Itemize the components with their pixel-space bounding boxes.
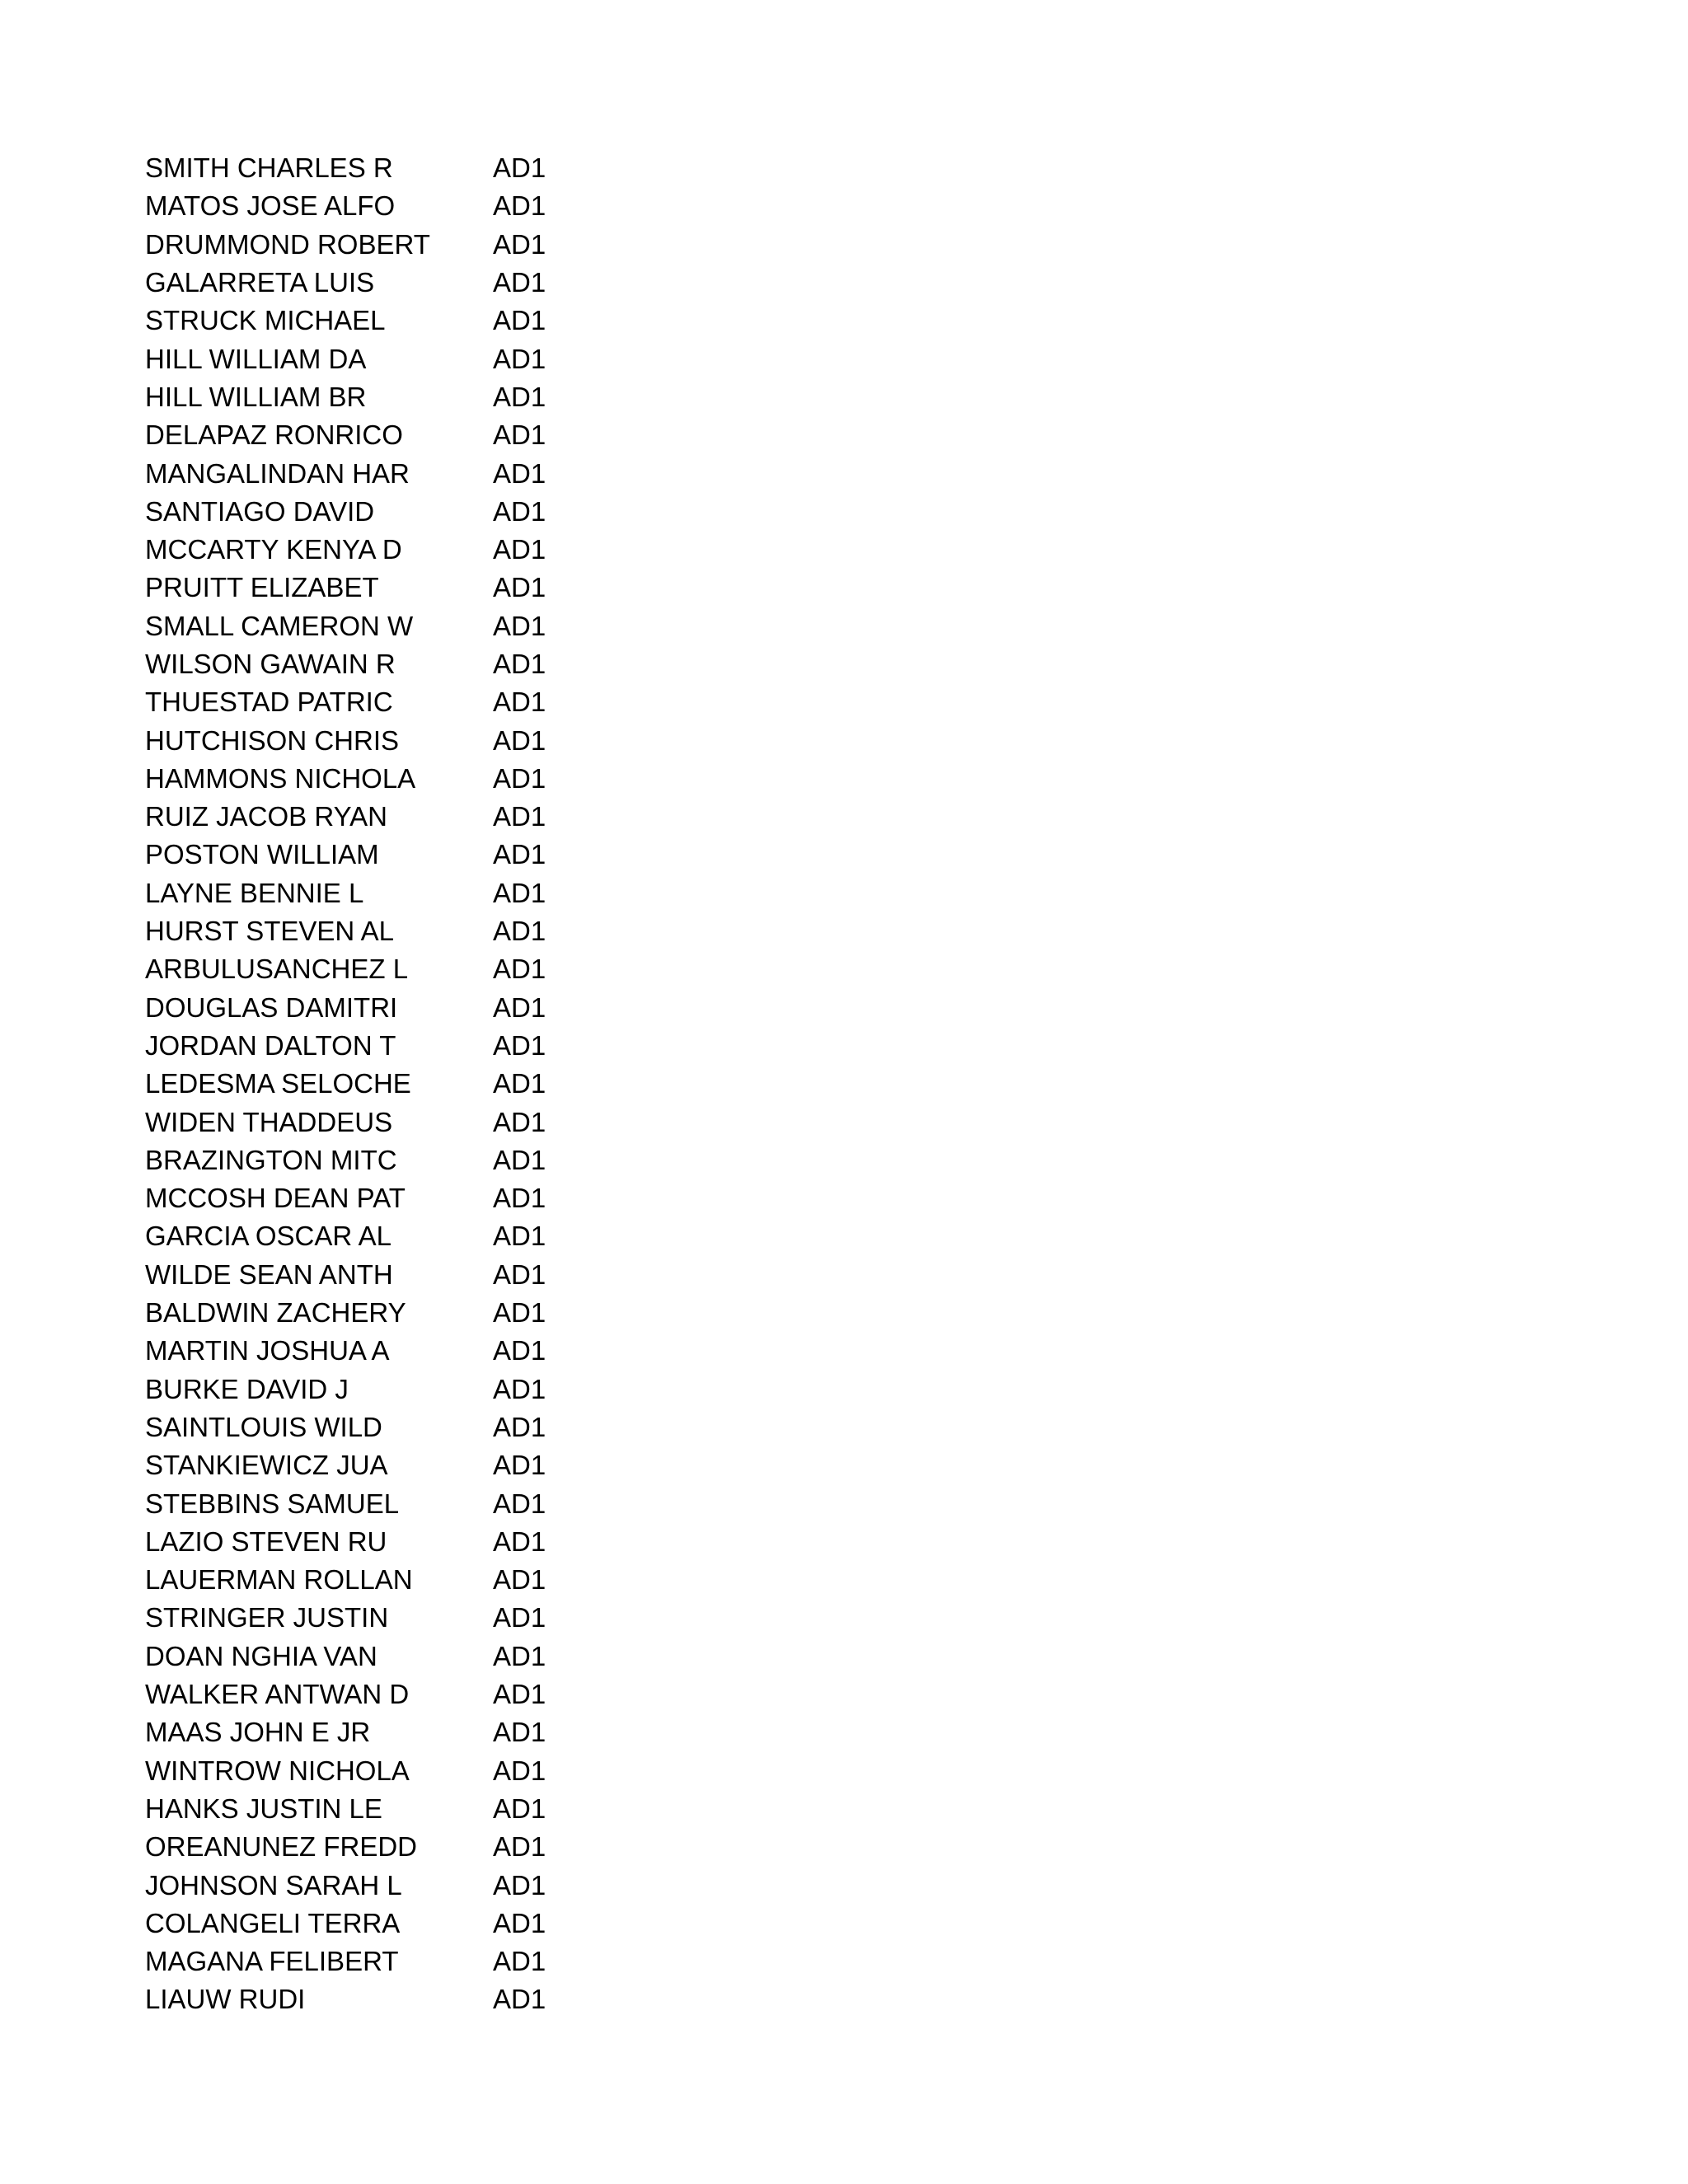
list-row: [145, 1751, 640, 1789]
row-code: AD1: [493, 343, 546, 374]
row-name: STANKIEWICZ JUA: [145, 1450, 388, 1481]
row-code: AD1: [493, 1221, 546, 1252]
row-code: AD1: [493, 1831, 546, 1863]
row-code: AD1: [493, 1869, 546, 1900]
row-name: HAMMONS NICHOLA: [145, 762, 416, 794]
row-name: LAYNE BENNIE L: [145, 877, 364, 908]
row-code: AD1: [493, 1335, 546, 1366]
list-row: [145, 645, 640, 683]
list-row: [145, 1790, 640, 1828]
row-code: AD1: [493, 495, 546, 527]
row-name: STEBBINS SAMUEL: [145, 1488, 400, 1519]
list-row: [145, 1027, 640, 1065]
row-code: AD1: [493, 649, 546, 679]
row-name: LIAUW RUDI: [145, 1984, 306, 2015]
list-row: [145, 1332, 640, 1370]
row-code: AD1: [493, 877, 546, 908]
list-row: [145, 1828, 640, 1866]
row-name: MARTIN JOSHUA A: [145, 1335, 390, 1366]
row-code: AD1: [493, 152, 546, 184]
row-code: AD1: [493, 954, 546, 985]
list-row: [145, 187, 640, 225]
row-name: WILSON GAWAIN R: [145, 649, 396, 679]
row-name: OREANUNEZ FREDD: [145, 1831, 418, 1863]
row-name: SAINTLOUIS WILD: [145, 1411, 382, 1442]
row-name: HILL WILLIAM DA: [145, 343, 367, 374]
row-name: LAUERMAN ROLLAN: [145, 1564, 413, 1596]
row-code: AD1: [493, 1602, 546, 1633]
list-row: [145, 1638, 640, 1675]
list-row: [145, 531, 640, 569]
row-name: MANGALINDAN HAR: [145, 457, 410, 489]
row-code: AD1: [493, 610, 546, 641]
row-code: AD1: [493, 457, 546, 489]
row-code: AD1: [493, 1755, 546, 1786]
row-code: AD1: [493, 1106, 546, 1137]
list-row: [145, 454, 640, 492]
row-code: AD1: [493, 419, 546, 451]
row-name: DOAN NGHIA VAN: [145, 1640, 377, 1671]
list-row: [145, 989, 640, 1027]
row-name: THUESTAD PATRIC: [145, 687, 393, 718]
list-row: [145, 416, 640, 454]
list-row: [145, 149, 640, 187]
list-row: [145, 1484, 640, 1522]
row-name: DELAPAZ RONRICO: [145, 419, 403, 451]
list-row: [145, 378, 640, 416]
list-row: [145, 1179, 640, 1217]
list-row: [145, 1294, 640, 1332]
row-name: POSTON WILLIAM: [145, 839, 379, 870]
row-code: AD1: [493, 267, 546, 298]
row-code: AD1: [493, 305, 546, 336]
row-name: GALARRETA LUIS: [145, 267, 375, 298]
row-name: BURKE DAVID J: [145, 1373, 349, 1404]
row-name: SANTIAGO DAVID: [145, 495, 375, 527]
list-row: [145, 836, 640, 874]
list-row: [145, 1103, 640, 1141]
row-code: AD1: [493, 1411, 546, 1442]
list-row: [145, 1371, 640, 1408]
list-row: [145, 607, 640, 645]
row-code: AD1: [493, 1258, 546, 1290]
row-code: AD1: [493, 1144, 546, 1175]
row-code: AD1: [493, 572, 546, 603]
row-name: MAGANA FELIBERT: [145, 1946, 399, 1977]
row-code: AD1: [493, 1450, 546, 1481]
row-name: WALKER ANTWAN D: [145, 1679, 410, 1710]
row-code: AD1: [493, 1488, 546, 1519]
row-code: AD1: [493, 1526, 546, 1557]
list-row: [145, 1943, 640, 1980]
row-code: AD1: [493, 1679, 546, 1710]
row-code: AD1: [493, 1564, 546, 1596]
list-row: [145, 1065, 640, 1103]
row-code: AD1: [493, 1068, 546, 1099]
list-row: [145, 912, 640, 950]
row-name: JORDAN DALTON T: [145, 1029, 396, 1061]
row-name: HUTCHISON CHRIS: [145, 724, 400, 756]
row-code: AD1: [493, 1793, 546, 1824]
row-code: AD1: [493, 381, 546, 412]
list-row: [145, 950, 640, 988]
list-row: [145, 760, 640, 798]
row-code: AD1: [493, 839, 546, 870]
list-row: [145, 340, 640, 377]
row-code: AD1: [493, 190, 546, 222]
row-code: AD1: [493, 762, 546, 794]
row-name: WIDEN THADDEUS: [145, 1106, 393, 1137]
row-code: AD1: [493, 1984, 546, 2015]
list-row: [145, 1675, 640, 1713]
row-code: AD1: [493, 724, 546, 756]
list-row: [145, 1446, 640, 1484]
row-name: STRINGER JUSTIN: [145, 1602, 389, 1633]
list-row: [145, 683, 640, 721]
row-name: PRUITT ELIZABET: [145, 572, 379, 603]
row-name: MCCARTY KENYA D: [145, 534, 402, 565]
list-row: [145, 1141, 640, 1179]
row-name: LEDESMA SELOCHE: [145, 1068, 411, 1099]
list-row: [145, 264, 640, 302]
row-name: MCCOSH DEAN PAT: [145, 1183, 406, 1214]
row-code: AD1: [493, 1640, 546, 1671]
row-name: GARCIA OSCAR AL: [145, 1221, 392, 1252]
list-row: [145, 1408, 640, 1446]
row-code: AD1: [493, 534, 546, 565]
row-code: AD1: [493, 1907, 546, 1938]
list-row: [145, 1866, 640, 1904]
list-row: [145, 1713, 640, 1751]
row-name: DOUGLAS DAMITRI: [145, 991, 398, 1023]
list-row: [145, 721, 640, 759]
row-code: AD1: [493, 1373, 546, 1404]
row-code: AD1: [493, 991, 546, 1023]
row-code: AD1: [493, 1717, 546, 1748]
row-name: MAAS JOHN E JR: [145, 1717, 371, 1748]
list-row: [145, 302, 640, 340]
row-name: HILL WILLIAM BR: [145, 381, 367, 412]
list-row: [145, 569, 640, 607]
row-code: AD1: [493, 228, 546, 260]
row-name: HURST STEVEN AL: [145, 916, 394, 947]
list-row: [145, 1523, 640, 1561]
row-code: AD1: [493, 1946, 546, 1977]
row-code: AD1: [493, 687, 546, 718]
row-code: AD1: [493, 1297, 546, 1329]
row-name: BRAZINGTON MITC: [145, 1144, 397, 1175]
row-name: MATOS JOSE ALFO: [145, 190, 396, 222]
row-code: AD1: [493, 801, 546, 832]
list-row: [145, 226, 640, 264]
row-name: STRUCK MICHAEL: [145, 305, 386, 336]
list-row: [145, 1905, 640, 1943]
list-row: [145, 798, 640, 836]
list-row: [145, 493, 640, 531]
list-row: [145, 1217, 640, 1255]
list-row: [145, 1980, 640, 2018]
list-row: [145, 1256, 640, 1294]
row-name: WINTROW NICHOLA: [145, 1755, 410, 1786]
row-name: WILDE SEAN ANTH: [145, 1258, 393, 1290]
row-name: ARBULUSANCHEZ L: [145, 954, 409, 985]
row-name: SMALL CAMERON W: [145, 610, 414, 641]
row-name: RUIZ JACOB RYAN: [145, 801, 387, 832]
list-row: [145, 1561, 640, 1599]
row-code: AD1: [493, 1029, 546, 1061]
list-row: [145, 874, 640, 912]
row-code: AD1: [493, 1183, 546, 1214]
row-name: SMITH CHARLES R: [145, 152, 393, 184]
row-code: AD1: [493, 916, 546, 947]
row-name: DRUMMOND ROBERT: [145, 228, 430, 260]
list-row: [145, 1599, 640, 1637]
name-code-list: [145, 149, 640, 2019]
row-name: COLANGELI TERRA: [145, 1907, 401, 1938]
row-name: LAZIO STEVEN RU: [145, 1526, 387, 1557]
row-name: BALDWIN ZACHERY: [145, 1297, 406, 1329]
row-name: JOHNSON SARAH L: [145, 1869, 402, 1900]
row-name: HANKS JUSTIN LE: [145, 1793, 382, 1824]
